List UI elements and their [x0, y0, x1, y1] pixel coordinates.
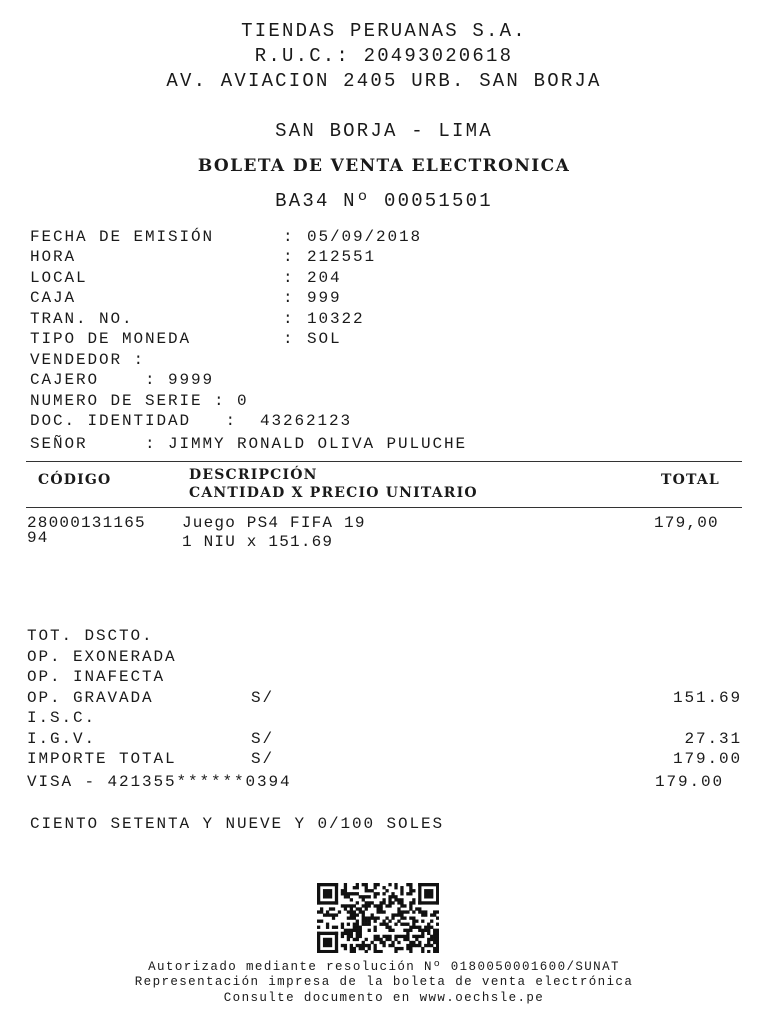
info-value-hora: 212551: [307, 248, 377, 266]
company-ruc: R.U.C.: 20493020618: [254, 45, 514, 67]
totals-igv-label: I.G.V.: [27, 730, 97, 748]
info-senor: SEÑOR : JIMMY RONALD OLIVA PULUCHE: [30, 435, 468, 453]
company-name: TIENDAS PERUANAS S.A.: [241, 20, 527, 42]
totals-gravada-currency: S/: [251, 689, 275, 707]
qr-code-icon: [317, 883, 439, 953]
info-label-local: LOCAL: [30, 269, 88, 287]
info-vendedor: VENDEDOR :: [30, 351, 146, 369]
item-description: Juego PS4 FIFA 19: [182, 514, 366, 532]
info-value-tran: 10322: [307, 310, 365, 328]
info-value-caja: 999: [307, 289, 342, 307]
info-sep-moneda: :: [283, 330, 307, 348]
table-bottom-rule: [26, 507, 742, 508]
info-sep-local: :: [283, 269, 307, 287]
totals-dscto: TOT. DSCTO.: [27, 627, 154, 645]
totals-igv-currency: S/: [251, 730, 275, 748]
info-label-moneda: TIPO DE MONEDA: [30, 330, 192, 348]
totals-inafecta: OP. INAFECTA: [27, 668, 166, 686]
table-top-rule: [26, 461, 742, 462]
col-header-cantidad: CANTIDAD X PRECIO UNITARIO: [189, 485, 478, 501]
company-city: SAN BORJA - LIMA: [275, 120, 493, 142]
info-label-tran: TRAN. NO.: [30, 310, 134, 328]
info-sep-hora: :: [283, 248, 307, 266]
footer-authorization: Autorizado mediante resolución Nº 0180050001600/SUNAT: [148, 960, 620, 974]
totals-gravada-label: OP. GRAVADA: [27, 689, 154, 707]
info-sep-fecha: :: [283, 228, 307, 246]
info-sep-tran: :: [283, 310, 307, 328]
totals-gravada-value: 151.69: [672, 689, 742, 707]
col-header-codigo: CÓDIGO: [38, 472, 112, 488]
totals-isc: I.S.C.: [27, 709, 97, 727]
col-header-descripcion: DESCRIPCIÓN: [189, 467, 318, 483]
col-header-total: TOTAL: [661, 472, 720, 488]
totals-importe-value: 179.00: [672, 750, 742, 768]
totals-igv-value: 27.31: [684, 730, 742, 748]
info-doc-identidad: DOC. IDENTIDAD : 43262123: [30, 412, 353, 430]
info-value-moneda: SOL: [307, 330, 342, 348]
document-number: BA34 Nº 00051501: [275, 190, 493, 212]
item-code-cont: 94: [27, 529, 49, 547]
totals-exonerada: OP. EXONERADA: [27, 648, 177, 666]
item-total: 179,00: [654, 514, 719, 532]
info-sep-caja: :: [283, 289, 307, 307]
item-code: 28000131165: [27, 514, 146, 532]
document-type: BOLETA DE VENTA ELECTRONICA: [197, 156, 571, 176]
info-cajero: CAJERO : 9999: [30, 371, 215, 389]
item-quantity: 1 NIU x 151.69: [182, 533, 334, 551]
info-label-hora: HORA: [30, 248, 77, 266]
payment-visa-label: VISA - 421355******0394: [27, 773, 292, 791]
footer-consult-url: Consulte documento en www.oechsle.pe: [223, 991, 545, 1005]
company-address: AV. AVIACION 2405 URB. SAN BORJA: [166, 70, 602, 92]
payment-visa-value: 179.00: [654, 773, 724, 791]
info-label-fecha: FECHA DE EMISIÓN: [30, 228, 215, 246]
totals-importe-label: IMPORTE TOTAL: [27, 750, 177, 768]
totals-importe-currency: S/: [251, 750, 275, 768]
footer-representation: Representación impresa de la boleta de venta electrónica: [134, 975, 634, 989]
info-value-fecha: 05/09/2018: [307, 228, 423, 246]
info-serie: NUMERO DE SERIE : 0: [30, 392, 249, 410]
info-value-local: 204: [307, 269, 342, 287]
info-label-caja: CAJA: [30, 289, 77, 307]
amount-in-words: CIENTO SETENTA Y NUEVE Y 0/100 SOLES: [30, 815, 445, 833]
